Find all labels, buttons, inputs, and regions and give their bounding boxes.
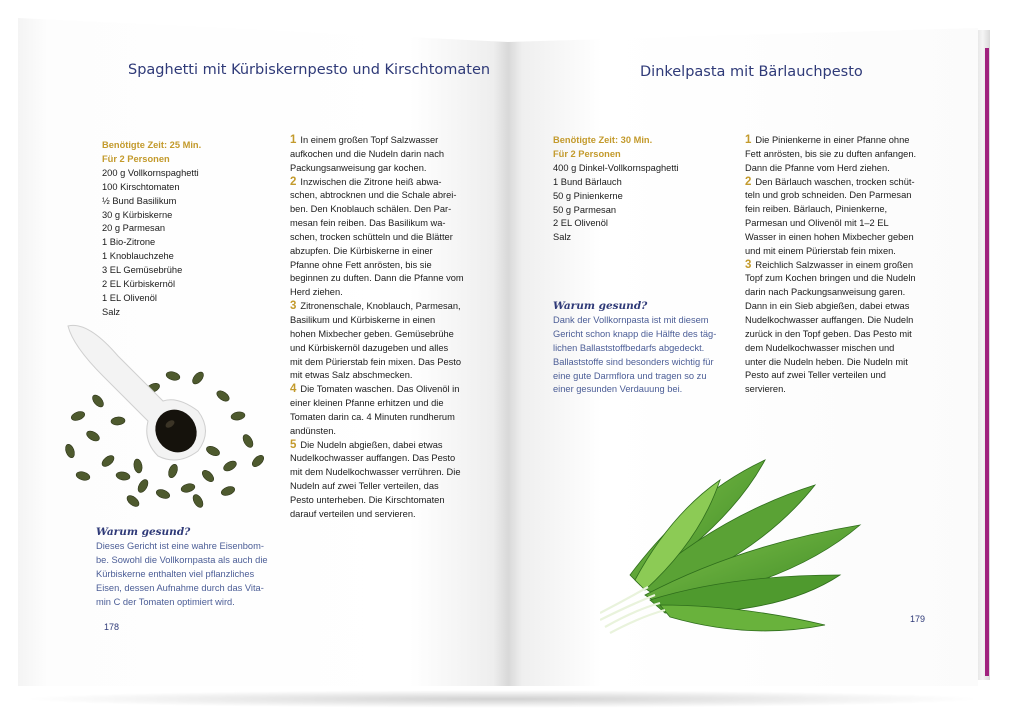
step-text: Tomaten darin ca. 4 Minuten rundherum — [290, 411, 455, 422]
right-time: Benötigte Zeit: 30 Min. — [553, 135, 653, 145]
step-line — [745, 162, 925, 176]
step-line — [745, 286, 925, 300]
right-servings: Für 2 Personen — [553, 148, 621, 159]
health-note-line: min C der Tomaten optimiert wird. — [96, 596, 235, 607]
step-text: mit etwas Salz abschmecken. — [290, 370, 413, 381]
step-text: beginnen zu duften. Dann die Pfanne vom — [290, 273, 464, 284]
step-text: Packungsanweisung gar kochen. — [290, 162, 427, 173]
health-note-line: be. Sowohl die Vollkornpasta als auch die — [96, 554, 268, 565]
step-line — [290, 203, 468, 217]
recipe-step — [745, 259, 925, 397]
step-text: Pesto auf zwei Teller verteilen und — [745, 370, 886, 381]
step-line — [290, 452, 468, 466]
step-text: Wasser in einen hohen Mixbecher geben — [745, 231, 914, 242]
right-page-title: Dinkelpasta mit Bärlauchpesto — [640, 64, 863, 80]
step-line — [290, 369, 468, 383]
recipe-step — [290, 134, 468, 176]
step-text: Parmesan und Olivenöl mit 1–2 EL — [745, 218, 889, 229]
ingredient-item: 3 EL Gemüsebrühe — [102, 265, 183, 276]
recipe-step — [290, 439, 468, 522]
step-line — [290, 508, 468, 522]
step-text: In einem großen Topf Salzwasser — [300, 135, 439, 145]
right-page-number: 179 — [910, 614, 926, 624]
step-text: Nudeln auf zwei Teller verteilen, das — [290, 481, 439, 492]
ingredient-item: 1 EL Olivenöl — [102, 292, 157, 303]
step-line — [290, 300, 468, 314]
health-note-line: Dieses Gericht ist eine wahre Eisenbom- — [96, 540, 264, 551]
step-text: Inzwischen die Zitrone heiß abwa- — [300, 176, 442, 187]
cover-edge — [985, 48, 989, 676]
step-text: darin nach Packungsanweisung garen. — [745, 287, 906, 298]
left-time: Benötigte Zeit: 25 Min. — [102, 140, 202, 150]
step-line — [745, 369, 925, 383]
step-line — [290, 494, 468, 508]
ingredient-item: Salz — [102, 306, 121, 317]
step-line — [745, 231, 925, 245]
step-line — [290, 480, 468, 494]
step-text: andünsten. — [290, 425, 337, 436]
step-text: mit dem Pürierstab fein mixen. Das Pesto — [290, 356, 462, 367]
ingredient-item: 1 Bund Bärlauch — [553, 176, 622, 187]
ingredient-item: 50 g Parmesan — [553, 204, 617, 215]
step-line — [745, 272, 925, 286]
ingredient-item: 1 Knoblauchzehe — [102, 251, 174, 262]
step-text: unter die Nudeln heben. Die Nudeln mit — [745, 356, 908, 367]
step-line — [290, 356, 468, 370]
step-line — [290, 411, 468, 425]
step-number: 2 — [290, 175, 297, 188]
ingredient-item: 1 Bio-Zitrone — [102, 237, 156, 248]
ingredient-item: 100 Kirschtomaten — [102, 181, 180, 192]
recipe-step — [290, 300, 468, 383]
step-line — [290, 466, 468, 480]
step-number: 1 — [290, 134, 297, 146]
step-line — [290, 397, 468, 411]
step-line — [290, 231, 468, 245]
health-note-line: Ballaststoffe sind besonders wichtig für — [553, 356, 714, 367]
step-text: einer kleinen Pfanne erhitzen und die — [290, 398, 444, 409]
step-text: Die Tomaten waschen. Das Olivenöl in — [300, 384, 460, 395]
step-text: Herd ziehen. — [290, 287, 343, 298]
left-page-title: Spaghetti mit Kürbiskernpesto und Kirschtomaten — [128, 62, 491, 78]
step-text: Reichlich Salzwasser in einem großen — [755, 259, 914, 270]
step-text: Dann die Pfanne vom Herd ziehen. — [745, 162, 890, 173]
step-line — [745, 134, 925, 148]
step-line — [290, 176, 468, 190]
step-line — [745, 314, 925, 328]
left-steps — [290, 134, 468, 522]
step-line — [290, 162, 468, 176]
ingredient-item: Salz — [553, 232, 572, 243]
step-line — [290, 245, 468, 259]
step-number: 4 — [290, 383, 297, 396]
step-line — [290, 286, 468, 300]
step-line — [745, 342, 925, 356]
left-ingredient-list — [102, 139, 201, 320]
health-note-line: lichen Ballaststoffbedarfs abgedeckt. — [553, 342, 705, 353]
health-note-line: Kürbiskerne enthalten viel pflanzliches — [96, 568, 255, 579]
health-note-line: eine gute Darmflora und tragen so zu — [553, 370, 707, 381]
step-number: 1 — [745, 134, 752, 146]
recipe-step — [290, 176, 468, 301]
recipe-step — [290, 383, 468, 438]
step-line — [745, 356, 925, 370]
step-text: Pfanne ohne Fett anrösten, bis sie — [290, 259, 432, 270]
step-line — [745, 259, 925, 273]
step-text: abzupfen. Die Kürbiskerne in einer — [290, 245, 433, 256]
step-line — [745, 176, 925, 190]
left-page-number: 178 — [104, 622, 120, 632]
step-text: ben. Den Knoblauch schälen. Den Par- — [290, 204, 452, 215]
step-line — [745, 148, 925, 162]
ingredient-item: 400 g Dinkel-Vollkornspaghetti — [553, 162, 679, 173]
step-text: Basilikum und Kürbiskerne in einen — [290, 314, 436, 325]
step-line — [290, 259, 468, 273]
health-note-line: Dank der Vollkornpasta ist mit diesem — [553, 314, 709, 325]
step-number: 3 — [290, 300, 297, 313]
step-line — [290, 217, 468, 231]
step-text: darauf verteilen und servieren. — [290, 508, 416, 519]
step-text: mit dem Nudelkochwasser verrühren. Die — [290, 467, 461, 478]
left-health-note — [96, 526, 274, 609]
step-line — [290, 314, 468, 328]
step-line — [745, 383, 925, 397]
step-number: 5 — [290, 438, 297, 451]
wild-garlic-image — [600, 455, 870, 645]
right-ingredient-list — [553, 134, 679, 245]
step-text: Pesto unterheben. Die Kirschtomaten — [290, 494, 445, 505]
left-servings: Für 2 Personen — [102, 153, 170, 164]
step-text: servieren. — [745, 384, 786, 395]
pumpkin-seeds-oil-image — [48, 316, 278, 516]
recipe-step — [745, 176, 925, 259]
step-text: Den Bärlauch waschen, trocken schüt- — [755, 176, 915, 187]
step-text: Zitronenschale, Knoblauch, Parmesan, — [300, 301, 461, 312]
step-text: Die Nudeln abgießen, dabei etwas — [300, 439, 443, 450]
step-text: und Kürbiskernöl dazugeben und alles — [290, 342, 449, 353]
step-text: dem Nudelkochwasser mischen und — [745, 342, 895, 353]
step-line — [290, 272, 468, 286]
step-text: schen, abtrocknen und die Schale abrei- — [290, 190, 457, 201]
step-line — [290, 383, 468, 397]
step-line — [745, 300, 925, 314]
ingredient-item: 2 EL Olivenöl — [553, 218, 608, 229]
right-steps — [745, 134, 925, 397]
step-line — [745, 189, 925, 203]
right-health-note — [553, 300, 733, 397]
book-shadow — [20, 690, 985, 708]
step-line — [290, 189, 468, 203]
step-line — [290, 425, 468, 439]
health-note-line: einer gesunden Verdauung bei. — [553, 384, 683, 395]
ingredient-item: 50 g Pinienkerne — [553, 190, 623, 201]
step-text: Fett anrösten, bis sie zu duften anfangen. — [745, 148, 917, 159]
step-text: fein reiben. Bärlauch, Pinienkerne, — [745, 204, 888, 215]
ingredient-item: 20 g Parmesan — [102, 223, 166, 234]
step-line — [745, 203, 925, 217]
step-text: Dann in ein Sieb abgießen, dabei etwas — [745, 301, 910, 312]
step-line — [745, 217, 925, 231]
left-health-heading: Warum gesund? — [96, 526, 191, 538]
step-text: hohen Mixbecher geben. Gemüsebrühe — [290, 328, 454, 339]
step-text: Nudelkochwasser auffangen. Die Nudeln — [745, 314, 914, 325]
step-text: aufkochen und die Nudeln darin nach — [290, 148, 445, 159]
ingredient-item: ½ Bund Basilikum — [102, 195, 177, 206]
recipe-step — [745, 134, 925, 176]
step-line — [290, 134, 468, 148]
step-line — [290, 328, 468, 342]
ingredient-item: 2 EL Kürbiskernöl — [102, 279, 176, 290]
health-note-line: Eisen, dessen Aufnahme durch das Vita- — [96, 582, 264, 593]
step-text: Topf zum Kochen bringen und die Nudeln — [745, 273, 916, 284]
right-health-heading: Warum gesund? — [553, 300, 648, 312]
ingredient-item: 30 g Kürbiskerne — [102, 209, 173, 220]
step-text: Nudelkochwasser auffangen. Das Pesto — [290, 453, 456, 464]
step-line — [290, 439, 468, 453]
step-line — [290, 342, 468, 356]
step-text: schen, trocken schütteln und die Blätter — [290, 231, 453, 242]
step-text: und mit einem Pürierstab fein mixen. — [745, 245, 896, 256]
step-text: zurück in den Topf geben. Das Pesto mit — [745, 328, 912, 339]
step-number: 2 — [745, 175, 752, 188]
step-number: 3 — [745, 258, 752, 271]
step-text: teln und grob schneiden. Den Parmesan — [745, 190, 912, 201]
step-line — [290, 148, 468, 162]
step-text: Die Pinienkerne in einer Pfanne ohne — [755, 135, 910, 145]
step-line — [745, 245, 925, 259]
health-note-line: Gericht schon knapp die Hälfte des täg- — [553, 328, 717, 339]
ingredient-item: 200 g Vollkornspaghetti — [102, 167, 199, 178]
step-line — [745, 328, 925, 342]
step-text: mesan fein reiben. Das Basilikum wa- — [290, 218, 446, 229]
